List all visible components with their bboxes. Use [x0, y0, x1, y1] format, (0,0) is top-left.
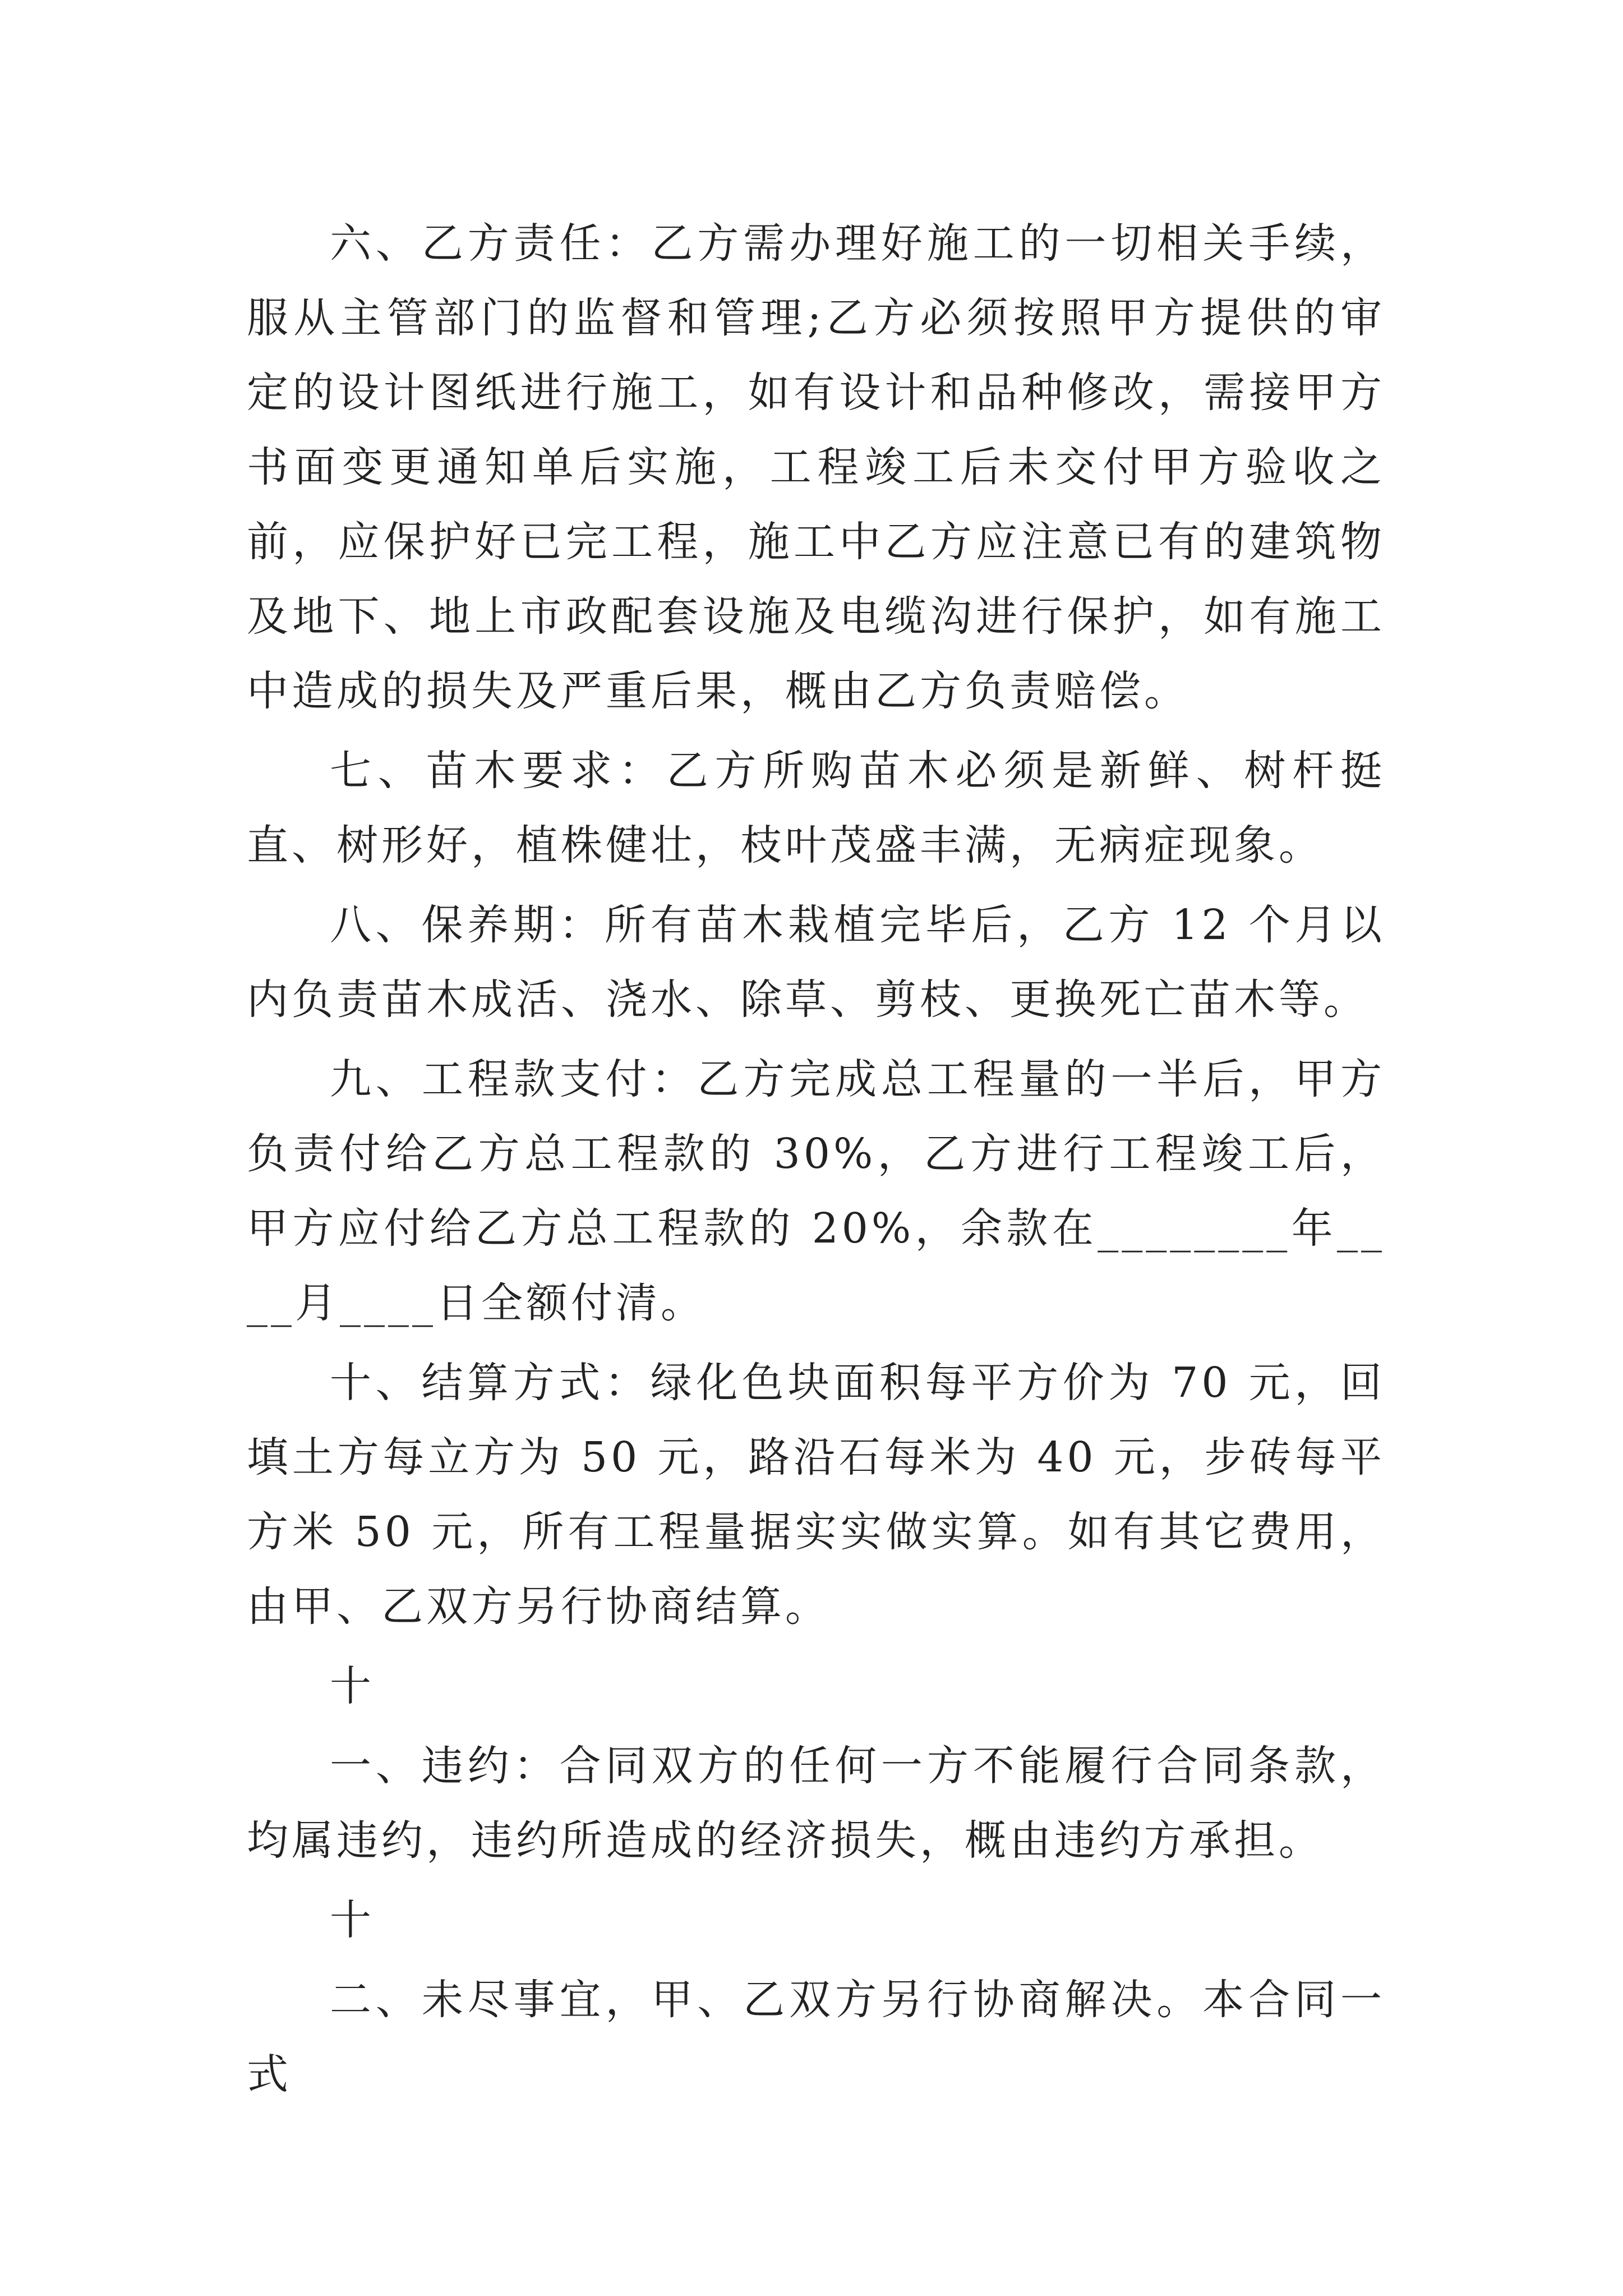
- clause-6-party-b-responsibility: 六、乙方责任：乙方需办理好施工的一切相关手续，服从主管部门的监督和管理;乙方必须按照甲方提供的审定的设计图纸进行施工，如有设计和品种修改，需接甲方书面变更通知单后实施，工程竣工后未交付甲方验收之前，应保护好已完工程，施工中乙方应注意已有的建筑物及地下、地上市政配套设施及电缆沟进行保护，如有施工中造成的损失及严重后果，概由乙方负责赔偿。: [247, 219, 1385, 715]
- clause-9-payment: 九、工程款支付：乙方完成总工程量的一半后，甲方负责付给乙方总工程款的 30%，乙方进行工程竣工后，甲方应付给乙方总工程款的 20%，余款在________年____月____日全额付清。: [247, 1055, 1385, 1327]
- clause-10-settlement-method: 十、结算方式：绿化色块面积每平方价为 70 元，回填土方每立方为 50 元，路沿石每米为 40 元，步砖每平方米 50 元，所有工程量据实实做实算。如有其它费用，由甲、乙双方另行协商结算。: [247, 1359, 1385, 1631]
- clause-8-maintenance-period: 八、保养期：所有苗木栽植完毕后，乙方 12 个月以内负责苗木成活、浇水、除草、剪枝、更换死亡苗木等。: [247, 901, 1385, 1024]
- clause-11-number: 十: [330, 1662, 375, 1710]
- clause-11-breach-of-contract: 一、违约：合同双方的任何一方不能履行合同条款，均属违约，违约所造成的经济损失，概由违约方承担。: [247, 1742, 1385, 1865]
- clause-12-outstanding-matters: 二、未尽事宜，甲、乙双方另行协商解决。本合同一式: [247, 1976, 1385, 2099]
- contract-body: [247, 206, 1385, 2112]
- clause-7-seedling-requirements: 七、苗木要求：乙方所购苗木必须是新鲜、树杆挺直、树形好，植株健壮，枝叶茂盛丰满，无病症现象。: [247, 747, 1385, 869]
- clause-12-number: 十: [330, 1896, 375, 1944]
